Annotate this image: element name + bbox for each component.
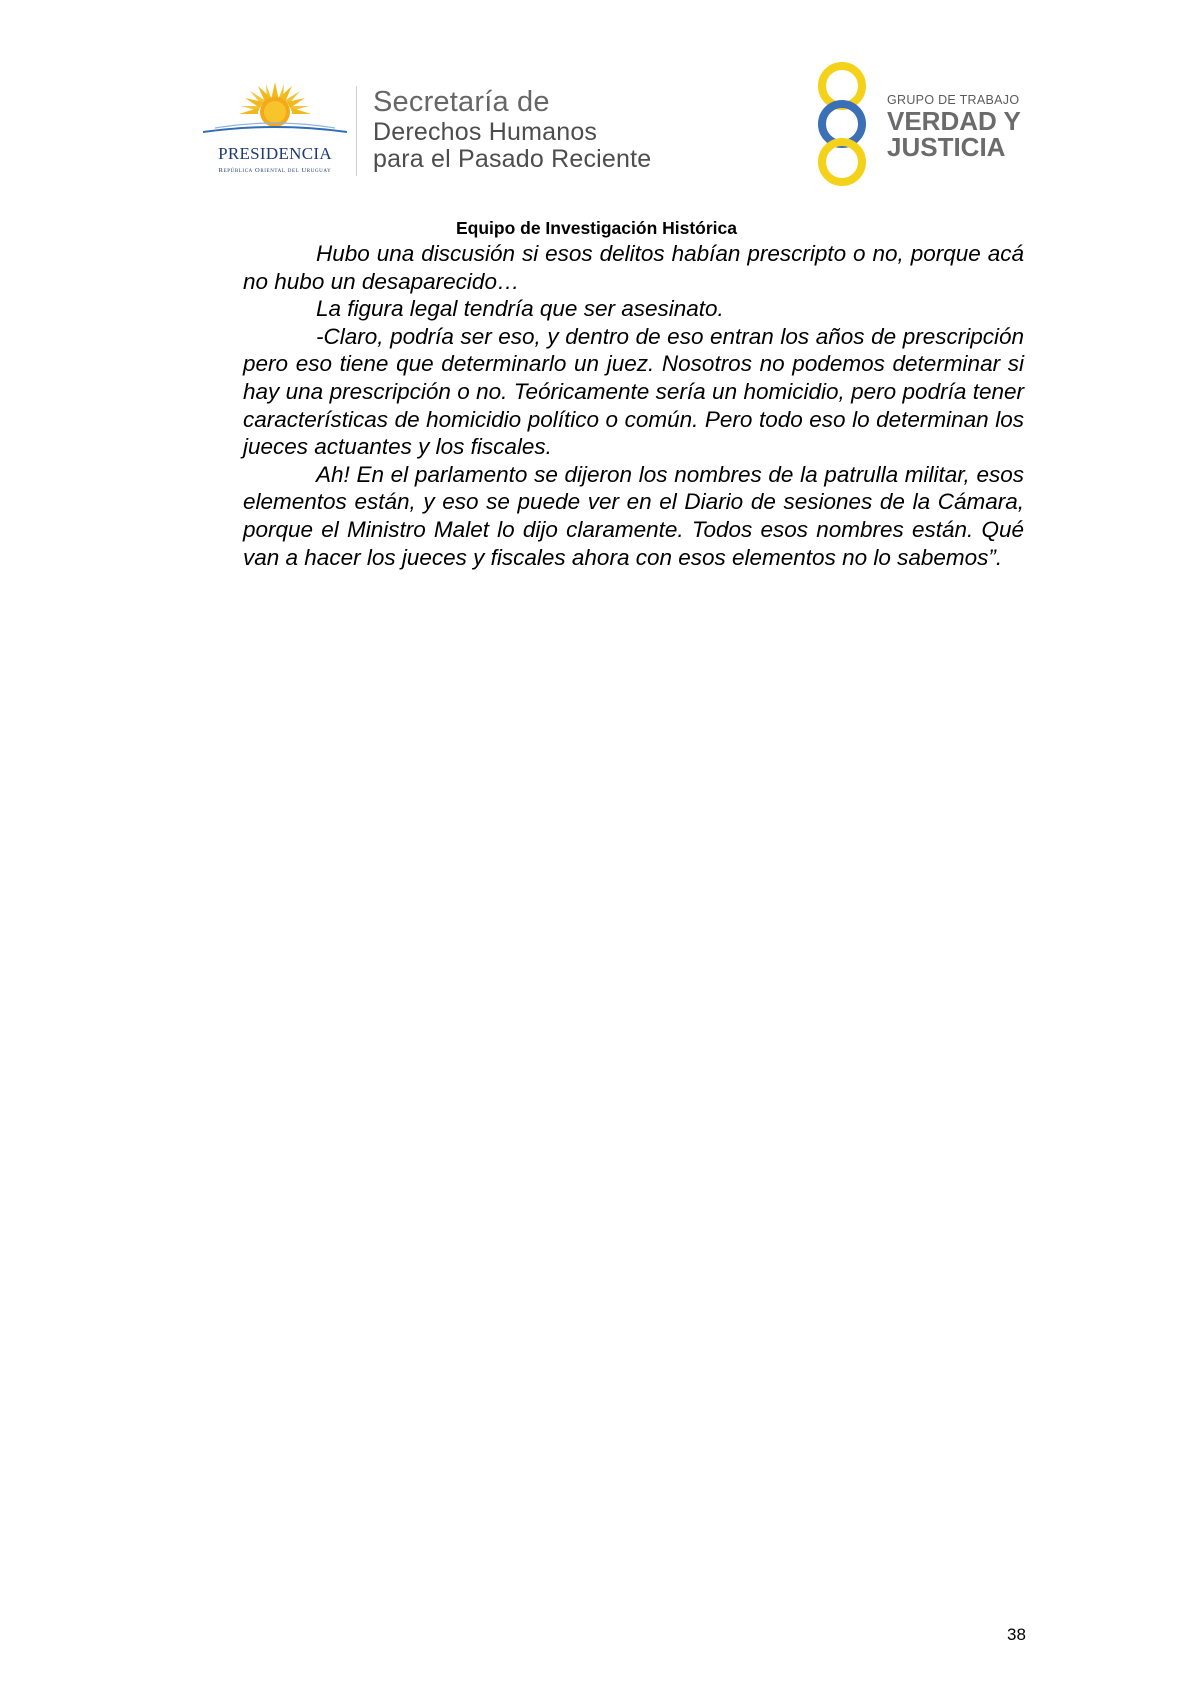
sun-icon bbox=[195, 82, 355, 152]
paragraph: Hubo una discusión si esos delitos habían prescripto o no, porque acá no hubo un desaparecido… bbox=[243, 241, 1024, 294]
paragraph: Ah! En el parlamento se dijeron los nombres de la patrulla militar, esos elementos están, y eso se puede ver en el Diario de sesiones de la Cámara, porque el Ministro Malet lo dijo claramente. Todos esos nombres están. Qué van a hacer los jueces y fiscales ahora con esos elementos no lo sabemos”. bbox=[243, 461, 1024, 570]
secretaria-line-2: Derechos Humanos bbox=[373, 118, 598, 146]
team-title bbox=[0, 218, 1191, 239]
verdad-justicia-logo bbox=[810, 62, 1030, 187]
page-number: 38 bbox=[1007, 1625, 1026, 1644]
body-text bbox=[243, 240, 1024, 571]
presidencia-name: PRESIDENCIA bbox=[218, 144, 332, 163]
presidencia-subtitle: República Oriental del Uruguay bbox=[218, 167, 332, 174]
grupo-line-3: JUSTICIA bbox=[887, 132, 1006, 162]
paragraph: -Claro, podría ser eso, y dentro de eso entran los años de prescripción pero eso tiene que determinarlo un juez. Nosotros no podemos determinar si hay una prescripción o no. Teóricamente sería un homicidio, pero podría tener características de homicidio político o común. Pero todo eso lo determinan los jueces actuantes y los fiscales. bbox=[243, 323, 1024, 460]
paragraph: La figura legal tendría que ser asesinato. bbox=[316, 296, 724, 322]
presidencia-logo bbox=[195, 82, 355, 177]
header-divider bbox=[356, 86, 357, 176]
secretaria-title bbox=[373, 88, 651, 172]
grupo-line-1: GRUPO DE TRABAJO bbox=[887, 93, 1020, 107]
secretaria-line-1: Secretaría de bbox=[373, 86, 550, 118]
secretaria-line-3: para el Pasado Reciente bbox=[373, 145, 652, 173]
chain-rings-icon bbox=[810, 62, 880, 187]
team-title-text: Equipo de Investigación Histórica bbox=[455, 218, 738, 238]
grupo-line-2: VERDAD Y bbox=[887, 106, 1021, 136]
